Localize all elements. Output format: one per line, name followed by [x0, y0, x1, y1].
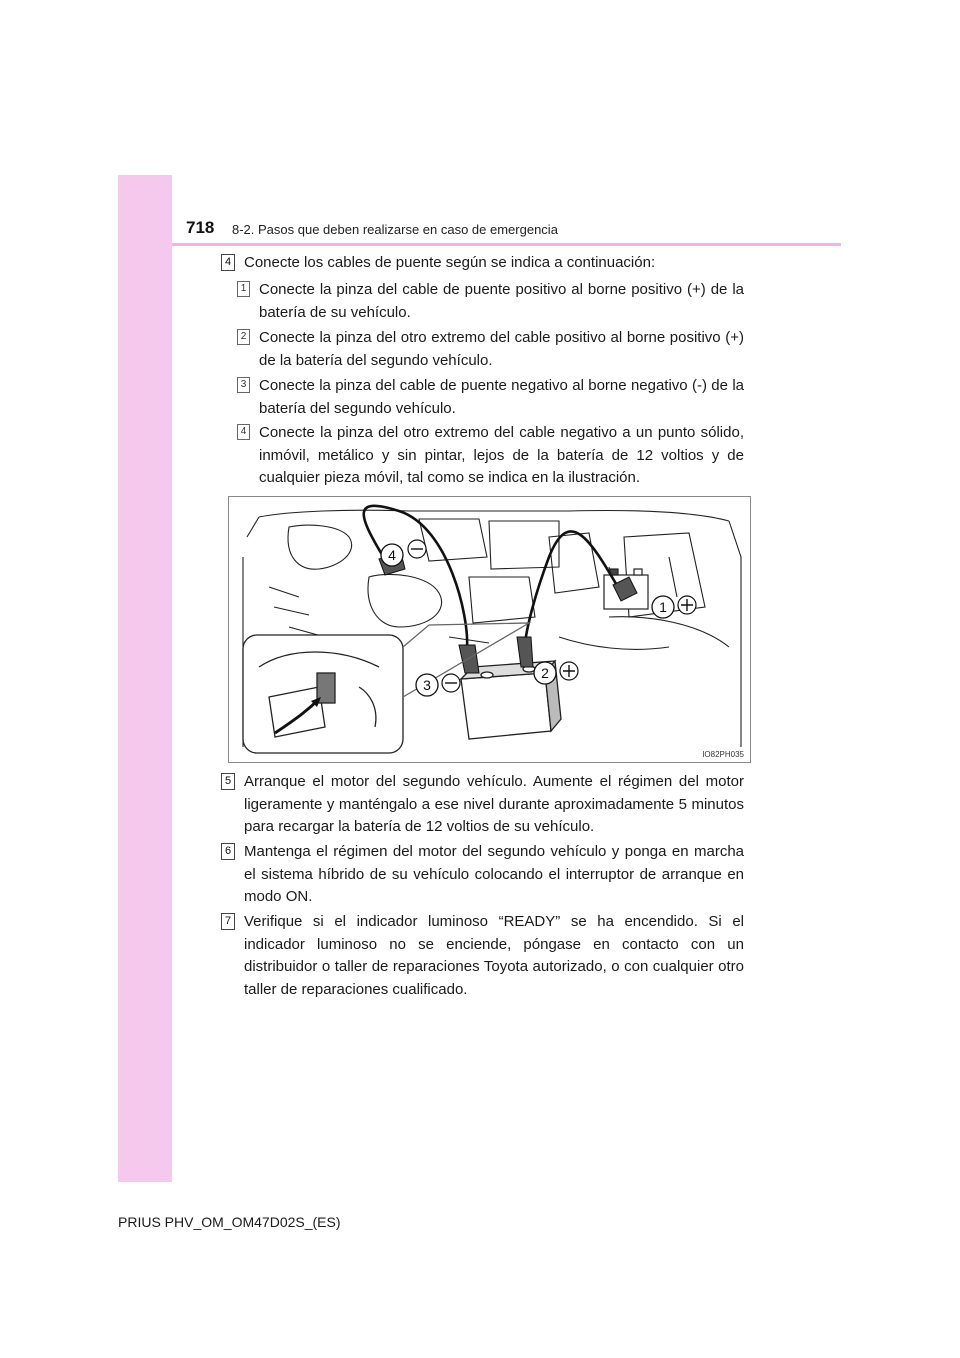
- figure-code: IO82PH035: [702, 750, 744, 759]
- substep-number-1: 1: [237, 281, 250, 297]
- step-number-5: 5: [221, 773, 235, 790]
- step-number-7: 7: [221, 913, 235, 930]
- substep-2-text: Conecte la pinza del otro extremo del cable positivo al borne positivo (+) de la batería del segundo vehículo.: [259, 329, 744, 369]
- step-number-4: 4: [221, 254, 235, 271]
- step-7-text: Verifique si el indicador luminoso “READY” se ha encendido. Si el indicador luminoso no se enciende, póngase en contacto con un distribuidor o taller de reparaciones Toyota autorizado, o con cualquier otro taller de reparaciones cualificado.: [244, 913, 744, 998]
- callout-1: 1: [659, 599, 667, 615]
- engine-bay-drawing: [229, 497, 750, 762]
- side-band: [118, 175, 172, 1182]
- jump-start-illustration: [228, 496, 751, 763]
- step-number-6: 6: [221, 843, 235, 860]
- callout-4: 4: [388, 547, 396, 563]
- substep-number-2: 2: [237, 329, 250, 345]
- header-rule: [172, 243, 841, 246]
- callout-2: 2: [541, 665, 549, 681]
- step-6-text: Mantenga el régimen del motor del segundo vehículo y ponga en marcha el sistema híbrido de su vehículo colocando el interruptor de arranque en modo ON.: [244, 843, 744, 906]
- substep-4-text: Conecte la pinza del otro extremo del cable negativo a un punto sólido, inmóvil, metálico y sin pintar, lejos de la batería de 12 voltios y de cualquier pieza móvil, tal como se indica en la ilustración.: [259, 424, 744, 487]
- section-title: 8-2. Pasos que deben realizarse en caso de emergencia: [232, 222, 558, 237]
- substep-1-text: Conecte la pinza del cable de puente positivo al borne positivo (+) de la batería de su vehículo.: [259, 281, 744, 321]
- substep-number-3: 3: [237, 377, 250, 393]
- step-5-text: Arranque el motor del segundo vehículo. Aumente el régimen del motor ligeramente y manténgalo a ese nivel durante aproximadamente 5 minutos para recargar la batería de 12 voltios de su vehículo.: [244, 773, 744, 836]
- substep-number-4: 4: [237, 424, 250, 440]
- page-number: 718: [186, 218, 215, 237]
- step-4-text: Conecte los cables de puente según se indica a continuación:: [244, 254, 656, 271]
- footer-doc-id: PRIUS PHV_OM_OM47D02S_(ES): [118, 1214, 341, 1230]
- callout-3: 3: [423, 677, 431, 693]
- substep-3-text: Conecte la pinza del cable de puente negativo al borne negativo (-) de la batería del segundo vehículo.: [259, 377, 744, 417]
